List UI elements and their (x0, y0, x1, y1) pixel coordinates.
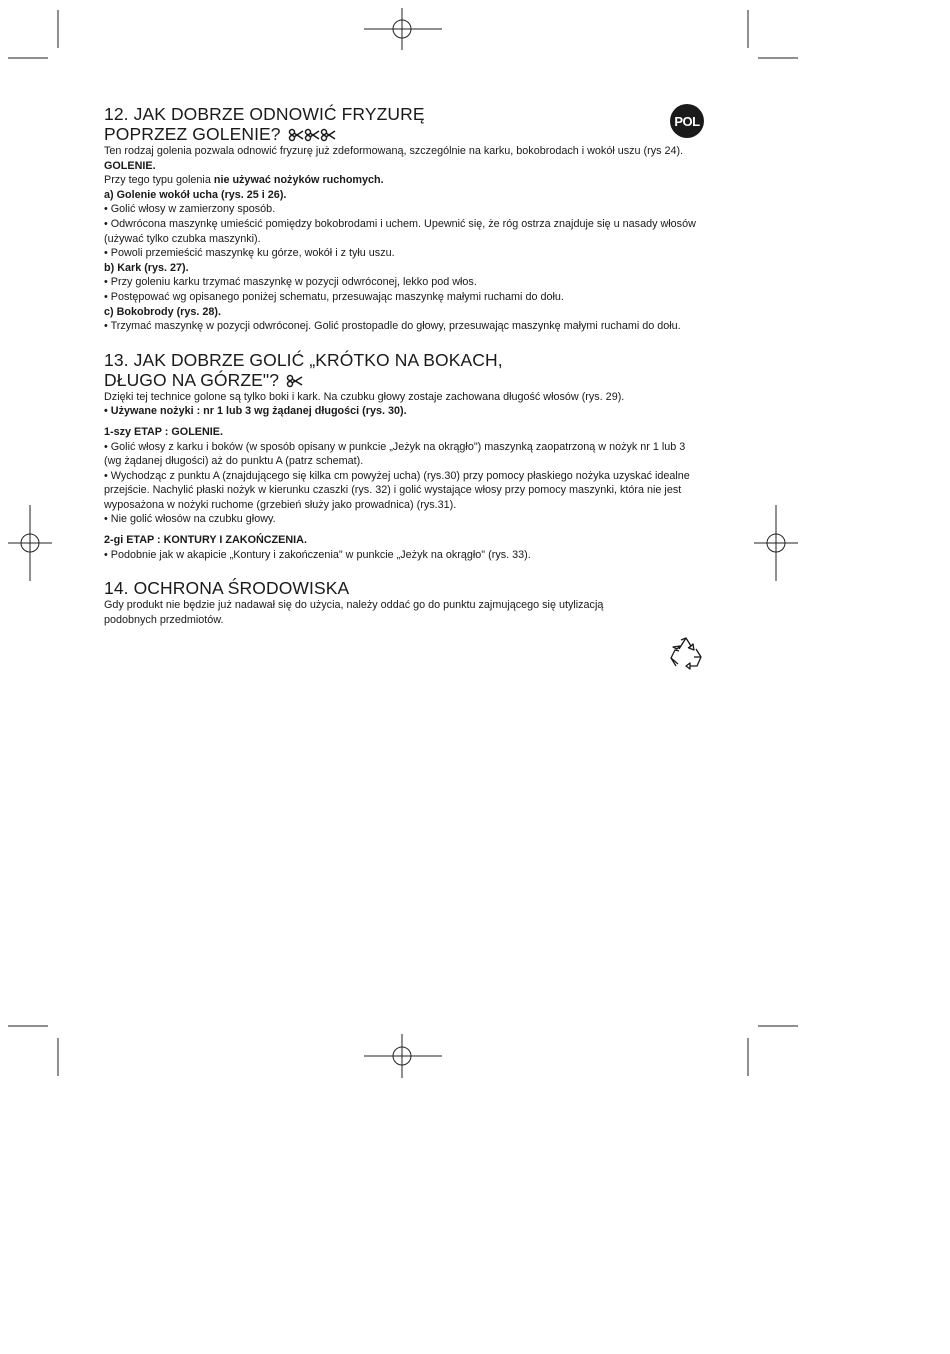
registration-mark-icon (364, 8, 442, 50)
list-item: • Golić włosy w zamierzony sposób. (104, 203, 276, 216)
registration-mark-icon (8, 505, 52, 581)
list-item: • Trzymać maszynkę w pozycji odwróconej. Golić prostopadle do głowy, przesuwając maszynkę małymi ruchami do dołu. (104, 320, 681, 333)
registration-mark-icon (754, 505, 798, 581)
recycle-icon (668, 636, 704, 670)
list-item: • Odwrócona maszynkę umieścić pomiędzy bokobrodami i uchem. Upewnić się, że róg ostrza znajduje się u nasady włosów (używać tylko czubka maszynki). (104, 217, 696, 245)
subsection-a-heading: a) Golenie wokół ucha (rys. 25 i 26). (104, 188, 287, 201)
section-12 (104, 104, 704, 334)
section-12-heading-shaving: GOLENIE. (104, 159, 156, 172)
section-13-intro: Dzięki tej technice golone są tylko boki i kark. Na czubku głowy zostaje zachowana długość włosów (rys. 29). (104, 390, 625, 403)
section-13-title-line1: 13. JAK DOBRZE GOLIĆ „KRÓTKO NA BOKACH, (104, 349, 503, 370)
scissors-icon (286, 374, 304, 388)
section-13 (104, 350, 704, 563)
section-14-body: Gdy produkt nie będzie już nadawał się do użycia, należy oddać go do punktu zajmującego się utylizacją podobnych przedmiotów. (104, 599, 604, 626)
list-item: • Powoli przemieścić maszynkę ku górze, wokół i z tyłu uszu. (104, 247, 395, 260)
scissors-icon (288, 128, 338, 142)
language-badge: POL (670, 104, 704, 138)
list-item: • Golić włosy z karku i boków (w sposób opisany w punkcie „Jeżyk na okrągło") maszynką zaopatrzoną w nożyk nr 1 lub 3 (wg żądanej długości) aż do punktu A (patrz schemat). (104, 440, 686, 468)
section-13-blades: • Używane nożyki : nr 1 lub 3 wg żądanej długości (rys. 30). (104, 405, 407, 418)
document-body (104, 104, 704, 627)
stage-2-heading: 2-gi ETAP : KONTURY I ZAKOŃCZENIA. (104, 534, 307, 547)
list-item: • Postępować wg opisanego poniżej schematu, przesuwając maszynkę małymi ruchami do dołu. (104, 290, 564, 303)
stage-1-heading: 1-szy ETAP : GOLENIE. (104, 425, 223, 438)
section-13-title-line2: DŁUGO NA GÓRZE"? (104, 370, 704, 390)
registration-mark-icon (364, 1034, 442, 1078)
section-14-title: 14. OCHRONA ŚRODOWISKA (104, 578, 350, 599)
list-item: • Przy goleniu karku trzymać maszynkę w pozycji odwróconej, lekko pod włos. (104, 276, 477, 289)
subsection-b-heading: b) Kark (rys. 27). (104, 261, 189, 274)
section-12-title-line1: 12. JAK DOBRZE ODNOWIĆ FRYZURĘ (104, 104, 425, 124)
list-item: • Wychodząc z punktu A (znajdującego się kilka cm powyżej ucha) (rys.30) przy pomocy płaskiego nożyka uzyskać idealne przejście. Nachylić płaski nożyk w kierunku czaszki (rys. 32) i golić wystające włosy przy pomocy maszynki, która nie jest wyposażona w nożyki ruchome (grzebień służy jako prowadnica) (rys.31). (104, 469, 690, 511)
list-item: • Nie golić włosów na czubku głowy. (104, 513, 276, 526)
list-item: • Podobnie jak w akapicie „Kontury i zakończenia" w punkcie „Jeżyk na okrągło" (rys. 33). (104, 548, 531, 561)
section-14 (104, 578, 704, 627)
section-12-warning: Przy tego typu golenia nie używać nożyków ruchomych. (104, 174, 384, 187)
subsection-c-heading: c) Bokobrody (rys. 28). (104, 305, 221, 318)
section-12-title-line2: POPRZEZ GOLENIE? (104, 124, 704, 144)
section-12-intro: Ten rodzaj golenia pozwala odnowić fryzurę już zdeformowaną, szczególnie na karku, bokobrodach i wokół uszu (rys 24). (104, 145, 684, 157)
